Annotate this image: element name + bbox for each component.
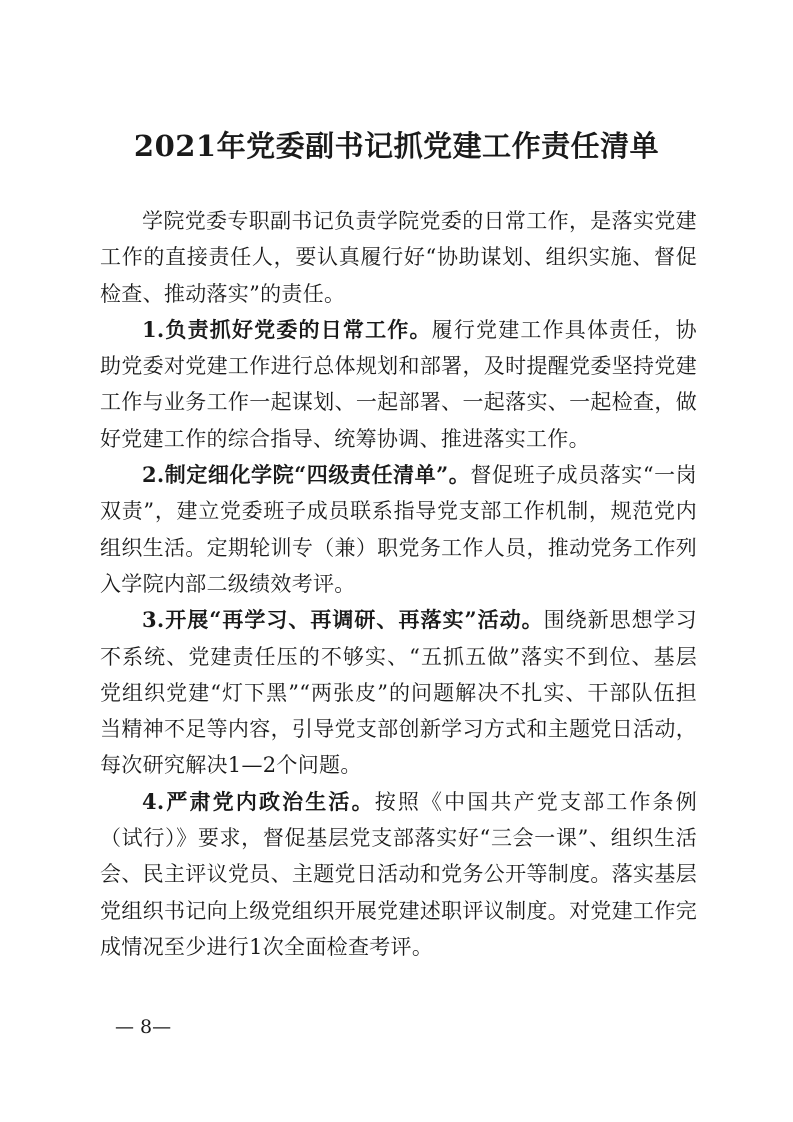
page-number: — 8— [115, 1016, 172, 1038]
document-body [100, 203, 697, 965]
paragraph-text: 按照《中国共产党支部工作条例（试行）》要求，督促基层党支部落实好“三会一课”、组织生活会、民主评议党员、主题党日活动和党务公开等制度。落实基层党组织书记向上级党组织开展党建述职评议制度。对党建工作完成情况至少进行1次全面检查考评。 [100, 789, 697, 959]
item-paragraph-1 [100, 312, 697, 457]
paragraph-text: 学院党委专职副书记负责学院党委的日常工作，是落实党建工作的直接责任人，要认真履行好“协助谋划、组织实施、督促检查、推动落实”的责任。 [100, 209, 697, 306]
paragraph-lead: 3.开展“再学习、再调研、再落实”活动。 [142, 607, 544, 633]
paragraph-lead: 1.负责抓好党委的日常工作。 [142, 316, 432, 342]
intro-paragraph [100, 203, 697, 312]
paragraph-text: 围绕新思想学习不系统、党建责任压的不够实、“五抓五做”落实不到位、基层党组织党建“灯下黑”“两张皮”的问题解决不扎实、干部队伍担当精神不足等内容，引导党支部创新学习方式和主题党日活动，每次研究解决1—2个问题。 [100, 608, 697, 778]
paragraph-lead: 2.制定细化学院“四级责任清单”。 [142, 462, 471, 488]
paragraph-lead: 4.严肃党内政治生活。 [142, 788, 375, 814]
paragraph-text: 履行党建工作具体责任，协助党委对党建工作进行总体规划和部署，及时提醒党委坚持党建工作与业务工作一起谋划、一起部署、一起落实、一起检查，做好党建工作的综合指导、统筹协调、推进落实工作。 [100, 317, 697, 451]
item-paragraph-2 [100, 457, 697, 602]
item-paragraph-4 [100, 784, 697, 965]
paragraph-text: 督促班子成员落实“一岗双责”，建立党委班子成员联系指导党支部工作机制，规范党内组织生活。定期轮训专（兼）职党务工作人员，推动党务工作列入学院内部二级绩效考评。 [100, 463, 697, 596]
item-paragraph-3 [100, 602, 697, 783]
document-title: 2021年党委副书记抓党建工作责任清单 [133, 129, 660, 163]
